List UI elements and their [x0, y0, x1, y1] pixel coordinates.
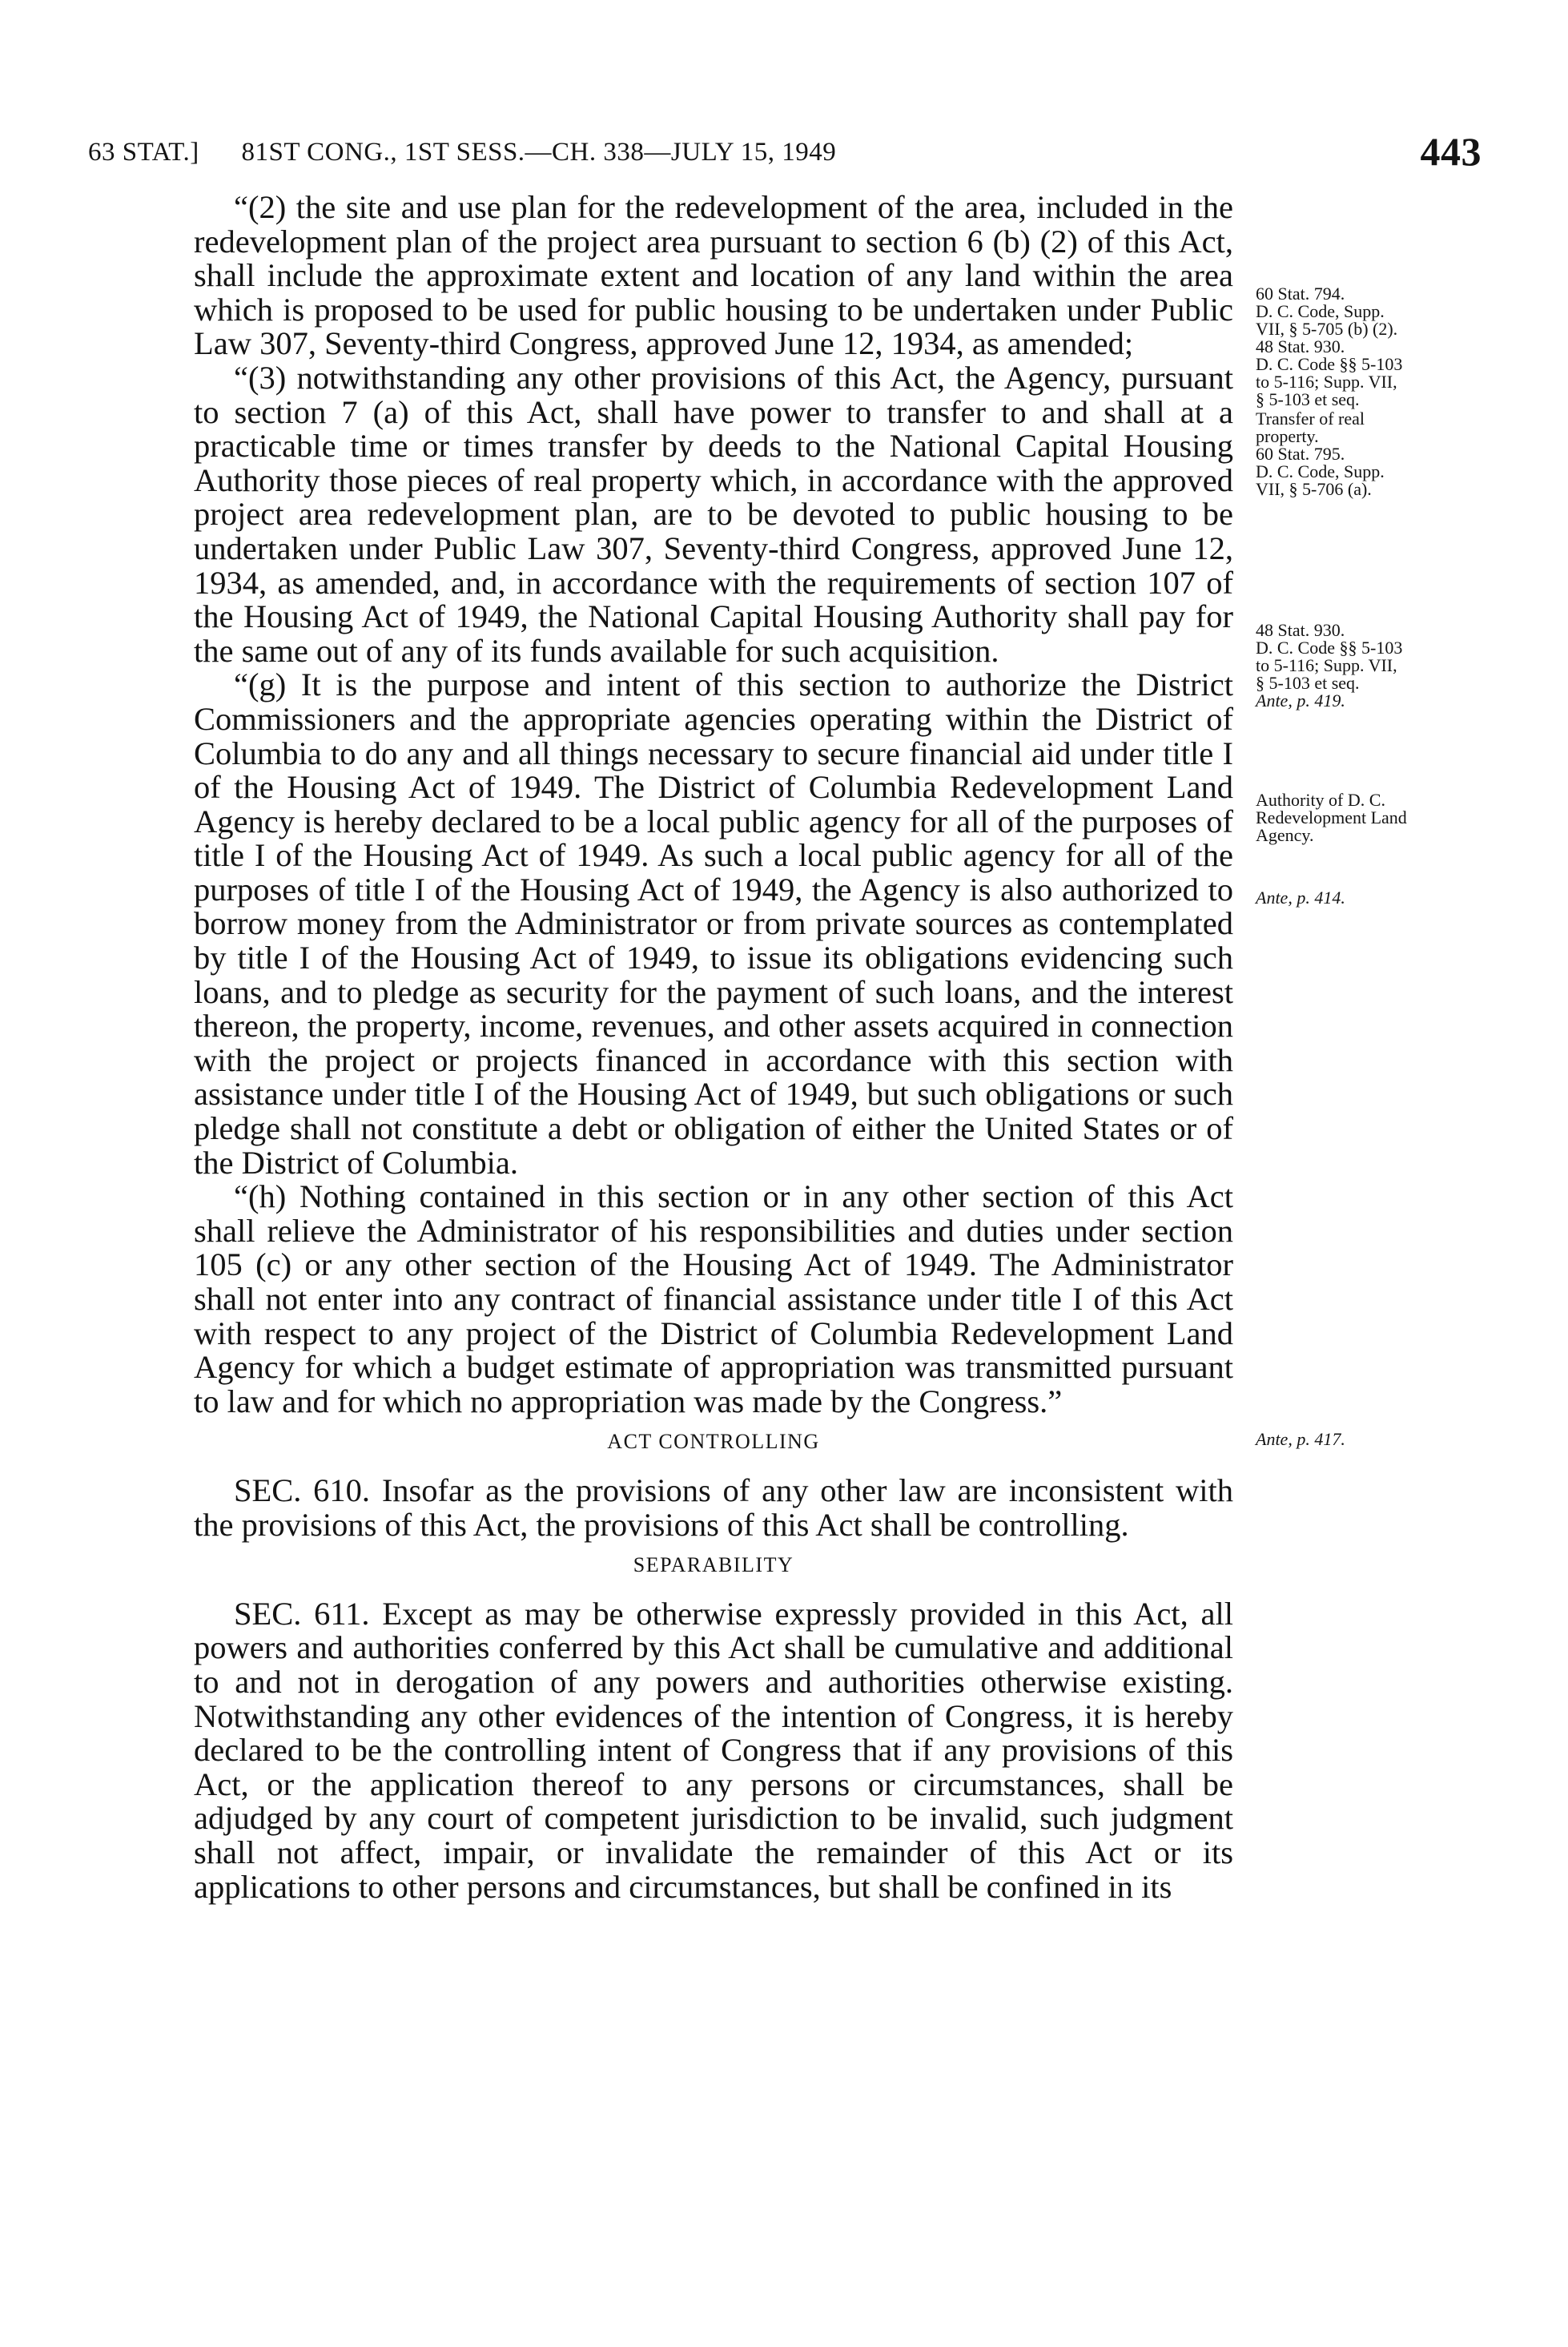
section-610: SEC. 610. Insofar as the provisions of any other law are inconsistent with the provisions of this Act, the provisions of this Act shall be controlling.: [194, 1471, 1233, 1543]
margin-note-transfer: Transfer of real property. 60 Stat. 795. D. C. Code, Supp. VII, § 5-706 (a).: [1256, 409, 1385, 499]
paragraph-g: “(g) It is the purpose and intent of this section to authorize the District Commissioners and the appropriate agencies operating within the District of Columbia to do any and all things necessary to secure financial aid under title I of the Housing Act of 1949. The District of Columbia Redevelopment Land Agency is hereby declared to be a local public agency for all of the purposes of title I of the Housing Act of 1949. As such a local public agency for all of the purposes of title I of the Housing Act of 1949, the Agency is also authorized to borrow money from the Administrator or from private sources as contemplated by title I of the Housing Act of 1949, to issue its obligations evidencing such loans, and to pledge as security for the payment of such loans, and the interest thereon, the property, income, revenues, and other assets acquired in connection with the project or projects financed in accordance with this section with assistance under title I of the Housing Act of 1949, but such obligations or such pledge shall not constitute a debt or obligation of either the United States or of the District of Columbia.: [194, 666, 1233, 1181]
margin-note-ante-417: Ante, p. 417.: [1256, 1429, 1345, 1449]
body-text: [194, 191, 1233, 1904]
page-number: 443: [1420, 129, 1482, 174]
running-header: [88, 128, 1482, 176]
margin-note-citations-1: 60 Stat. 794. D. C. Code, Supp. VII, § 5-705 (b) (2). 48 Stat. 930. D. C. Code §§ 5-103 to 5-116; Supp. VII, § 5-103 et seq.: [1256, 284, 1403, 409]
margin-note-authority: Authority of D. C. Redevelopment Land Agency.: [1256, 790, 1407, 845]
paragraph-2: “(2) the site and use plan for the redevelopment of the area, included in the redevelopment plan of the project area pursuant to section 6 (b) (2) of this Act, shall include the approximate extent and location of any land within the area which is proposed to be used for public housing to be undertaken under Public Law 307, Seventy-third Congress, approved June 12, 1934, as amended;: [194, 189, 1233, 362]
section-611: SEC. 611. Except as may be otherwise expressly provided in this Act, all powers and authorities conferred by this Act shall be cumulative and additional to and not in derogation of any powers and authorities otherwise existing. Notwithstanding any other evidences of the intention of Congress, it is hereby declared to be the controlling intent of Congress that if any provisions of this Act, or the application thereof to any persons or circumstances, shall be adjudged by any court of competent jurisdiction to be invalid, such judgment shall not affect, impair, or invalidate the remainder of this Act or its applications to other persons and circumstances, but shall be confined in its: [194, 1595, 1233, 1905]
heading-act-controlling: ACT CONTROLLING: [607, 1430, 820, 1454]
heading-separability: SEPARABILITY: [633, 1553, 794, 1577]
paragraph-h: “(h) Nothing contained in this section or in any other section of this Act shall relieve the Administrator of his responsibilities and duties under section 105 (c) or any other section of the Housing Act of 1949. The Administrator shall not enter into any contract of financial assistance under title I of this Act with respect to any project of the District of Columbia Redevelopment Land Agency for which a budget estimate of appropriation was transmitted pursuant to law and for which no appropriation was made by the Congress.”: [194, 1178, 1233, 1419]
header-left: [88, 138, 871, 167]
margin-note-citations-2: 48 Stat. 930. D. C. Code §§ 5-103 to 5-116; Supp. VII, § 5-103 et seq. Ante, p. 419.: [1256, 620, 1403, 711]
margin-note-ante-414: Ante, p. 414.: [1256, 888, 1345, 908]
paragraph-3: “(3) notwithstanding any other provisions of this Act, the Agency, pursuant to section 7 (a) of this Act, shall have power to transfer to and shall at a practicable time or times transfer by deeds to the National Capital Housing Authority those pieces of real property which, in accordance with the approved project area redevelopment plan, are to be devoted to public housing to be undertaken under Public Law 307, Seventy-third Congress, approved June 12, 1934, as amended, and, in accordance with the requirements of section 107 of the Housing Act of 1949, the National Capital Housing Authority shall pay for the same out of any of its funds available for such acquisition.: [194, 359, 1233, 669]
congress-session: 81ST CONG., 1ST SESS.—CH. 338—JULY 15, 1949: [241, 138, 837, 167]
stat-reference: 63 STAT.]: [88, 138, 199, 167]
